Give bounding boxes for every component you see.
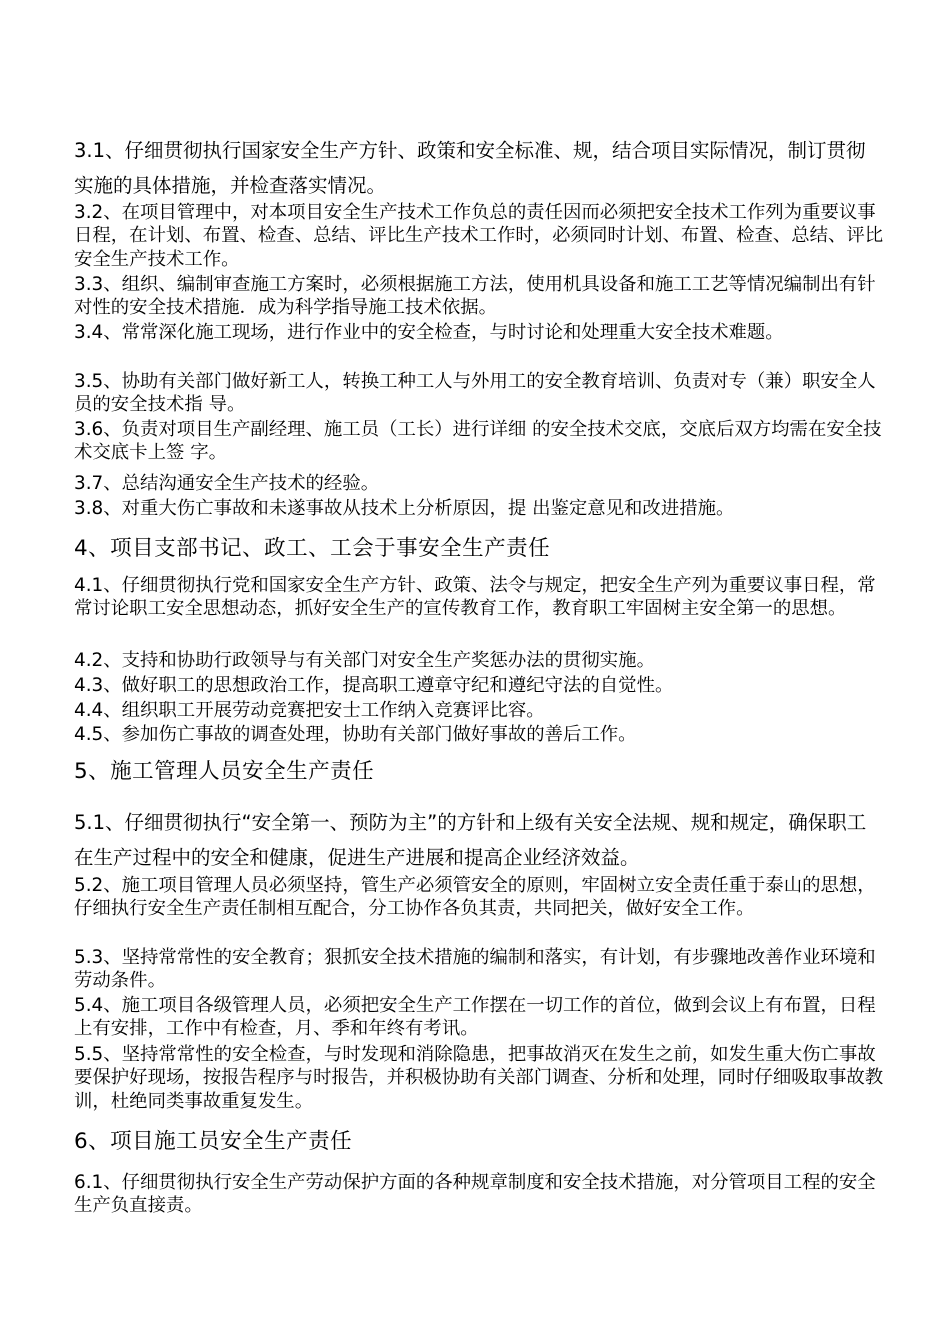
paragraph-3-5: 3.5、协助有关部门做好新工人，转换工种工人与外用工的安全教育培训、负责对专（兼）职安全人员的安全技术指 导。 [74,371,876,416]
paragraph-4-4: 4.4、组织职工开展劳动竞赛把安士工作纳入竞赛评比容。 [74,700,545,721]
paragraph-5-4: 5.4、施工项目各级管理人员，必须把安全生产工作摆在一切工作的首位，做到会议上有布置，日程上有安排，工作中有检查，月、季和年终有考讯。 [74,995,876,1040]
section-heading-5: 5、施工管理人员安全生产责任 [74,759,375,784]
paragraph-3-7: 3.7、总结沟通安全生产技术的经验。 [74,473,380,494]
paragraph-5-3: 5.3、坚持常常性的安全教育；狠抓安全技术措施的编制和落实，有计划，有步骤地改善作业环境和劳动条件。 [74,947,876,992]
paragraph-4-5: 4.5、参加伤亡事故的调查处理，协助有关部门做好事故的善后工作。 [74,724,637,745]
paragraph-3-3: 3.3、组织、编制审查施工方案时，必须根据施工方法，使用机具设备和施工工艺等情况编制出有针对性的安全技术措施．成为科学指导施工技术依据。 [74,274,876,319]
paragraph-5-1: 5.1、仔细贯彻执行“安全第一、预防为主”的方针和上级有关安全法规、规和规定，确保职工在生产过程中的安全和健康，促进生产进展和提高企业经济效益。 [74,811,867,869]
paragraph-4-1: 4.1、仔细贯彻执行党和国家安全生产方针、政策、法令与规定，把安全生产列为重要议事日程，常常讨论职工安全思想动态，抓好安全生产的宣传教育工作，教育职工牢固树主安全第一的思想。 [74,575,876,620]
section-heading-4: 4、项目支部书记、政工、工会于事安全生产责任 [74,536,551,561]
paragraph-4-3: 4.3、做好职工的思想政治工作，提高职工遵章守纪和遵纪守法的自觉性。 [74,675,674,696]
paragraph-4-2: 4.2、支持和协助行政领导与有关部门对安全生产奖惩办法的贯彻实施。 [74,650,655,671]
paragraph-6-1: 6.1、仔细贯彻执行安全生产劳动保护方面的各种规章制度和安全技术措施，对分管项目工程的安全生产负直接责。 [74,1172,876,1217]
paragraph-3-6: 3.6、负责对项目生产副经理、施工员（工长）进行详细 的安全技术交底，交底后双方均需在安全技术交底卡上签 字。 [74,419,882,464]
section-heading-6: 6、项目施工员安全生产责任 [74,1129,353,1154]
paragraph-3-1: 3.1、仔细贯彻执行国家安全生产方针、政策和安全标准、规，结合项目实际情况，制订贯彻实施的具体措施，并检查落实情况。 [74,139,866,197]
paragraph-3-4: 3.4、常常深化施工现场，进行作业中的安全检查，与时讨论和处理重大安全技术难题。 [74,322,784,343]
paragraph-3-2: 3.2、在项目管理中，对本项目安全生产技术工作负总的责任因而必须把安全技术工作列为重要议事日程，在计划、布置、检查、总结、评比生产技术工作时，必须同时计划、布置、检查、总结、评比安全生产技术工作。 [74,202,884,270]
paragraph-3-8: 3.8、对重大伤亡事故和未遂事故从技术上分析原因，提 出鉴定意见和改进措施。 [74,498,735,519]
paragraph-5-2: 5.2、施工项目管理人员必须坚持，管生产必须管安全的原则，牢固树立安全责任重于泰山的思想，仔细执行安全生产责任制相互配合，分工协作各负其责，共同把关，做好安全工作。 [74,875,876,920]
paragraph-5-5: 5.5、坚持常常性的安全检查，与时发现和消除隐患，把事故消灭在发生之前，如发生重大伤亡事故要保护好现场，按报告程序与时报告，并积极协助有关部门调查、分析和处理，同时仔细吸取事故教训，杜绝同类事故重复发生。 [74,1044,884,1112]
